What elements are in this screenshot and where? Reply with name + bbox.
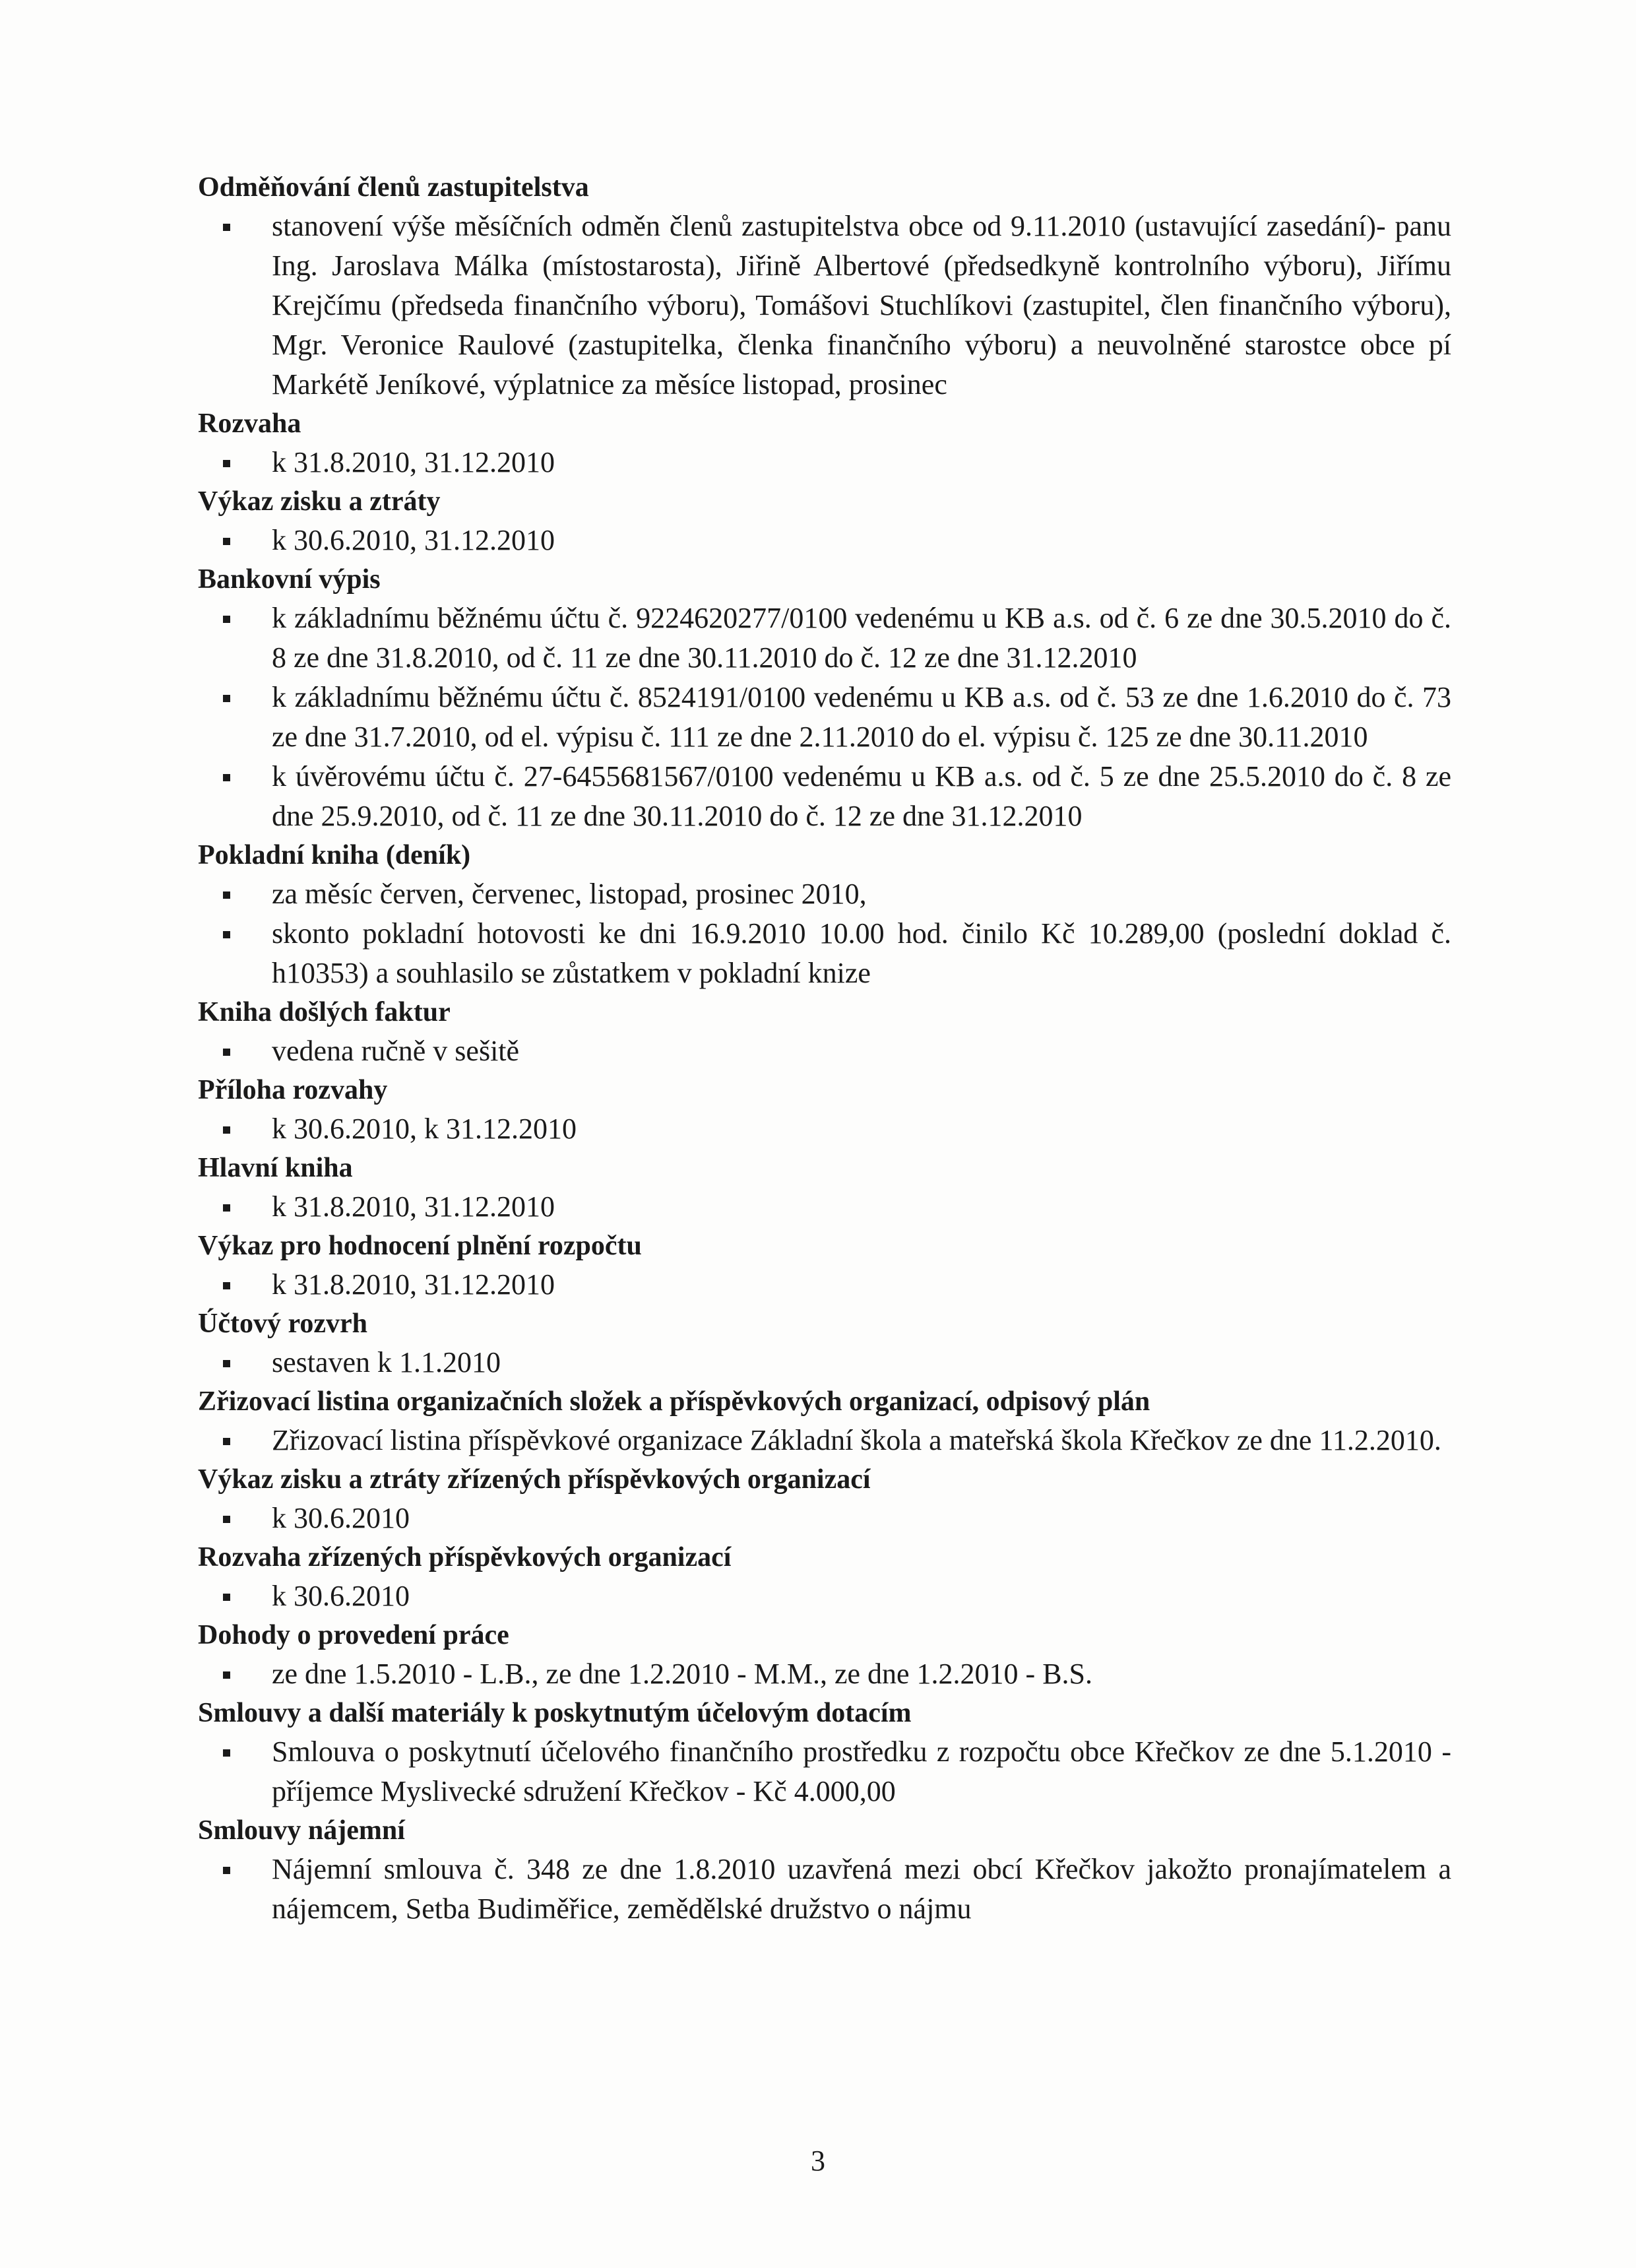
page-number: 3 (811, 2145, 825, 2177)
list-item-text: sestaven k 1.1.2010 (272, 1346, 501, 1378)
list-item-text: ze dne 1.5.2010 - L.B., ze dne 1.2.2010 - M.M., ze dne 1.2.2010 - B.S. (272, 1658, 1093, 1690)
section-list (198, 1850, 1451, 1929)
list-item-text: Smlouva o poskytnutí účelového finančního prostředku z rozpočtu obce Křečkov ze dne 5.1.2010 - příjemce Myslivecké sdružení Křečkov - Kč 4.000,00 (272, 1735, 1451, 1807)
list-item (198, 599, 1451, 678)
list-item-text: skonto pokladní hotovosti ke dni 16.9.2010 10.00 hod. činilo Kč 10.289,00 (poslední doklad č. h10353) a souhlasilo se zůstatkem v pokladní knize (272, 917, 1451, 989)
bullet-icon (223, 1749, 230, 1757)
list-item-text: k úvěrovému účtu č. 27-6455681567/0100 vedenému u KB a.s. od č. 5 ze dne 25.5.2010 do č. 8 ze dne 25.9.2010, od č. 11 ze dne 30.11.2010 do č. 12 ze dne 31.12.2010 (272, 760, 1451, 832)
section-list (198, 443, 1451, 482)
list-item-text: k 30.6.2010 (272, 1502, 410, 1534)
bullet-icon (223, 460, 230, 467)
bullet-icon (223, 1671, 230, 1679)
section-list (198, 1265, 1451, 1305)
section-list (198, 1732, 1451, 1811)
list-item (198, 1654, 1451, 1694)
list-item (198, 874, 1451, 914)
list-item-text: k 31.8.2010, 31.12.2010 (272, 1190, 555, 1223)
section-list (198, 1187, 1451, 1227)
list-item (198, 1499, 1451, 1538)
bullet-icon (223, 1360, 230, 1367)
list-item-text: stanovení výše měsíčních odměn členů zastupitelstva obce od 9.11.2010 (ustavující zasedání)- panu Ing. Jaroslava Málka (místostarosta), Jiřině Albertové (předsedkyně kontrolního výboru), Jiřímu Krejčímu (předseda finančního výboru), Tomášovi Stuchlíkovi (zastupitel, člen finančního výboru), Mgr. Veronice Raulové (zastupitelka, členka finančního výboru) a neuvolněné starostce obce pí Markétě Jeníkové, výplatnice za měsíce listopad, prosinec (272, 210, 1451, 401)
section-heading: Pokladní kniha (deník) (198, 840, 471, 870)
section-heading: Účtový rozvrh (198, 1309, 367, 1339)
section-heading: Zřizovací listina organizačních složek a příspěvkových organizací, odpisový plán (198, 1386, 1150, 1417)
list-item-text: Nájemní smlouva č. 348 ze dne 1.8.2010 uzavřená mezi obcí Křečkov jakožto pronajímatelem a nájemcem, Setba Budiměřice, zemědělské družstvo o nájmu (272, 1853, 1451, 1925)
list-item-text: vedena ručně v sešitě (272, 1035, 520, 1067)
list-item-text: Zřizovací listina příspěvkové organizace Základní škola a mateřská škola Křečkov ze dne 11.2.2010. (272, 1424, 1441, 1456)
section-heading: Výkaz zisku a ztráty (198, 486, 441, 517)
bullet-icon (223, 931, 230, 938)
bullet-icon (223, 224, 230, 231)
document-body (198, 168, 1451, 1929)
list-item (198, 443, 1451, 482)
list-item (198, 1265, 1451, 1305)
bullet-icon (223, 1594, 230, 1601)
list-item-text: k 31.8.2010, 31.12.2010 (272, 446, 555, 478)
bullet-icon (223, 774, 230, 781)
bullet-icon (223, 891, 230, 899)
bullet-icon (223, 1867, 230, 1874)
bullet-icon (223, 1049, 230, 1056)
bullet-icon (223, 1438, 230, 1445)
list-item (198, 1187, 1451, 1227)
list-item-text: k 30.6.2010, k 31.12.2010 (272, 1113, 577, 1145)
list-item (198, 1109, 1451, 1149)
bullet-icon (223, 1516, 230, 1523)
section-heading: Kniha došlých faktur (198, 997, 451, 1027)
bullet-icon (223, 1204, 230, 1212)
list-item-text: k 31.8.2010, 31.12.2010 (272, 1268, 555, 1301)
section-heading: Výkaz pro hodnocení plnění rozpočtu (198, 1231, 642, 1261)
section-heading: Odměňování členů zastupitelstva (198, 172, 589, 203)
list-item (198, 1576, 1451, 1616)
section-list (198, 1421, 1451, 1460)
list-item-text: k 30.6.2010, 31.12.2010 (272, 524, 555, 556)
list-item (198, 207, 1451, 405)
section-list (198, 1109, 1451, 1149)
section-heading: Výkaz zisku a ztráty zřízených příspěvkových organizací (198, 1464, 871, 1495)
list-item-text: k základnímu běžnému účtu č. 9224620277/0100 vedenému u KB a.s. od č. 6 ze dne 30.5.2010 do č. 8 ze dne 31.8.2010, od č. 11 ze dne 30.11.2010 do č. 12 ze dne 31.12.2010 (272, 602, 1451, 674)
section-list (198, 207, 1451, 405)
section-list (198, 1499, 1451, 1538)
section-heading: Rozvaha zřízených příspěvkových organizací (198, 1542, 732, 1572)
section-list (198, 1343, 1451, 1382)
section-heading: Smlouvy nájemní (198, 1815, 405, 1846)
list-item-text: k základnímu běžnému účtu č. 8524191/0100 vedenému u KB a.s. od č. 53 ze dne 1.6.2010 do č. 73 ze dne 31.7.2010, od el. výpisu č. 111 ze dne 2.11.2010 do el. výpisu č. 125 ze dne 30.11.2010 (272, 681, 1451, 753)
list-item-text: k 30.6.2010 (272, 1580, 410, 1612)
section-heading: Bankovní výpis (198, 564, 381, 595)
section-heading: Rozvaha (198, 408, 301, 439)
section-list (198, 1031, 1451, 1071)
list-item (198, 1732, 1451, 1811)
bullet-icon (223, 695, 230, 702)
bullet-icon (223, 538, 230, 545)
list-item (198, 757, 1451, 836)
section-heading: Smlouvy a další materiály k poskytnutým účelovým dotacím (198, 1698, 912, 1728)
list-item (198, 1343, 1451, 1382)
bullet-icon (223, 616, 230, 623)
list-item-text: za měsíc červen, červenec, listopad, prosinec 2010, (272, 878, 867, 910)
list-item (198, 914, 1451, 993)
bullet-icon (223, 1282, 230, 1289)
list-item (198, 678, 1451, 757)
list-item (198, 1031, 1451, 1071)
section-list (198, 1654, 1451, 1694)
section-heading: Hlavní kniha (198, 1153, 353, 1183)
list-item (198, 1850, 1451, 1929)
section-list (198, 521, 1451, 560)
list-item (198, 521, 1451, 560)
section-list (198, 599, 1451, 836)
section-list (198, 874, 1451, 993)
section-heading: Dohody o provedení práce (198, 1620, 509, 1650)
section-heading: Příloha rozvahy (198, 1075, 388, 1105)
section-list (198, 1576, 1451, 1616)
list-item (198, 1421, 1451, 1460)
bullet-icon (223, 1126, 230, 1134)
